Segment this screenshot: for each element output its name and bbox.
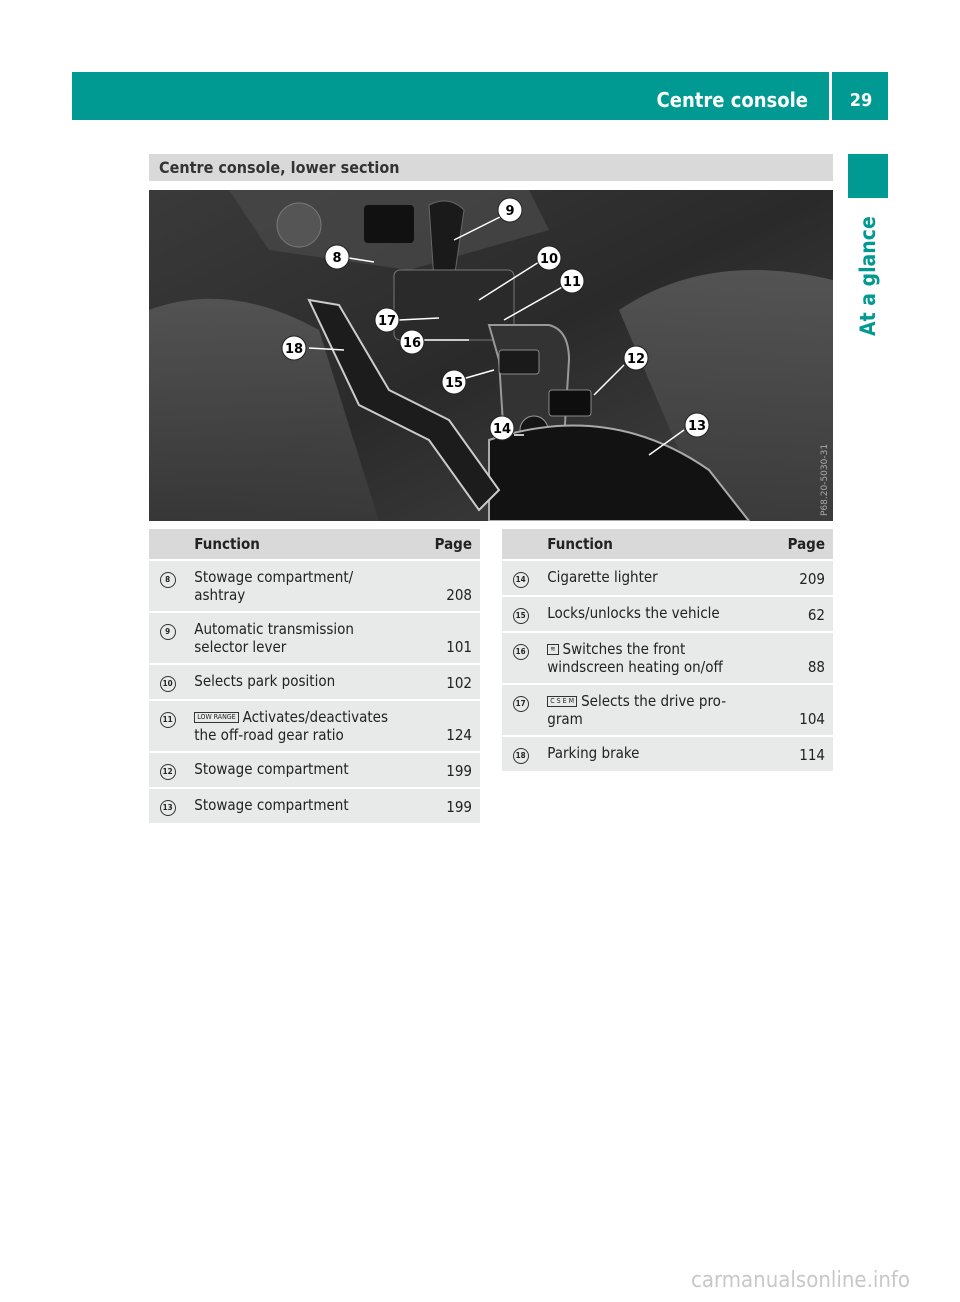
page-ref: 199 — [412, 751, 480, 787]
item-number-badge: 8 — [160, 572, 176, 588]
chapter-label-text: At a glance — [856, 216, 880, 336]
callout-17 — [375, 308, 399, 332]
page-ref: 124 — [412, 699, 480, 751]
svg-text:15: 15 — [444, 376, 464, 391]
drive-program-icon: C S E M — [547, 696, 577, 707]
function-text: Switches the front windscreen heating on/off — [547, 640, 723, 676]
function-header: Function — [186, 529, 412, 559]
svg-text:16: 16 — [402, 336, 422, 351]
page-ref: 62 — [765, 595, 833, 631]
page-ref: 88 — [765, 631, 833, 683]
page-ref: 101 — [412, 611, 480, 663]
callout-9 — [498, 198, 522, 222]
chapter-label — [846, 206, 890, 336]
table-row — [502, 559, 833, 595]
svg-text:17: 17 — [377, 314, 397, 329]
item-number-badge: 10 — [160, 676, 176, 692]
page-ref: 208 — [412, 559, 480, 611]
table-row — [502, 595, 833, 631]
callout-11 — [560, 269, 584, 293]
table-row — [502, 735, 833, 771]
function-text: Activates/deactivates the off-road gear ratio — [194, 708, 388, 744]
page-header — [72, 72, 888, 120]
centre-console-photo — [149, 190, 833, 521]
page-ref: 209 — [765, 559, 833, 595]
callout-16 — [400, 330, 424, 354]
table-row — [149, 751, 480, 787]
function-text: Parking brake — [539, 735, 765, 771]
callout-12 — [624, 346, 648, 370]
section-heading — [149, 154, 833, 181]
svg-text:9: 9 — [505, 204, 515, 219]
svg-text:11: 11 — [562, 275, 582, 290]
table-row — [502, 631, 833, 683]
page-header-cell: Page — [412, 529, 480, 559]
item-number-badge: 15 — [513, 608, 529, 624]
page-ref: 104 — [765, 683, 833, 735]
callout-8 — [325, 245, 349, 269]
item-number-badge: 17 — [513, 696, 529, 712]
svg-text:10: 10 — [539, 252, 559, 267]
function-text: Cigarette lighter — [539, 559, 765, 595]
item-number-badge: 13 — [160, 800, 176, 816]
table-header-row — [149, 529, 480, 559]
header-title: Centre console — [656, 88, 808, 112]
page-header-cell: Page — [765, 529, 833, 559]
callout-18 — [282, 336, 306, 360]
header-separator — [829, 72, 832, 120]
table-row — [149, 663, 480, 699]
watermark: carmanualsonline.info — [691, 1268, 910, 1293]
table-row — [502, 683, 833, 735]
table-row — [149, 699, 480, 751]
function-header: Function — [539, 529, 765, 559]
function-text: Selects park position — [186, 663, 412, 699]
table-row — [149, 611, 480, 663]
svg-text:18: 18 — [284, 342, 304, 357]
photo-code: P68.20-5030-31 — [820, 443, 830, 516]
left-function-table — [149, 529, 480, 823]
svg-text:13: 13 — [687, 419, 707, 434]
low-range-icon: LOW RANGE — [194, 712, 238, 723]
section-title: Centre console, lower section — [159, 158, 400, 177]
callout-13 — [685, 413, 709, 437]
svg-text:14: 14 — [492, 422, 512, 437]
item-number-badge: 14 — [513, 572, 529, 588]
callout-14 — [490, 416, 514, 440]
page-ref: 102 — [412, 663, 480, 699]
item-number-badge: 12 — [160, 764, 176, 780]
callout-10 — [537, 246, 561, 270]
function-text: Selects the drive pro- gram — [547, 692, 727, 728]
chapter-tab — [848, 154, 888, 198]
item-number-badge: 9 — [160, 624, 176, 640]
function-text: Stowage compartment — [186, 787, 412, 823]
callout-15 — [442, 370, 466, 394]
svg-text:12: 12 — [626, 352, 646, 367]
right-function-table — [502, 529, 833, 771]
page-ref: 114 — [765, 735, 833, 771]
item-number-badge: 16 — [513, 644, 529, 660]
page-number: 29 — [849, 90, 873, 111]
item-number-badge: 11 — [160, 712, 176, 728]
function-text: Locks/unlocks the vehicle — [539, 595, 765, 631]
windscreen-heating-icon: ≋ — [547, 644, 558, 655]
page-ref: 199 — [412, 787, 480, 823]
console-illustration — [149, 190, 833, 521]
function-text: Stowage compartment — [186, 751, 412, 787]
svg-text:8: 8 — [332, 251, 342, 266]
item-number-badge: 18 — [513, 748, 529, 764]
table-row — [149, 559, 480, 611]
function-text: Automatic transmission selector lever — [186, 611, 412, 663]
table-header-row — [502, 529, 833, 559]
table-row — [149, 787, 480, 823]
function-text: Stowage compartment/ ashtray — [186, 559, 412, 611]
